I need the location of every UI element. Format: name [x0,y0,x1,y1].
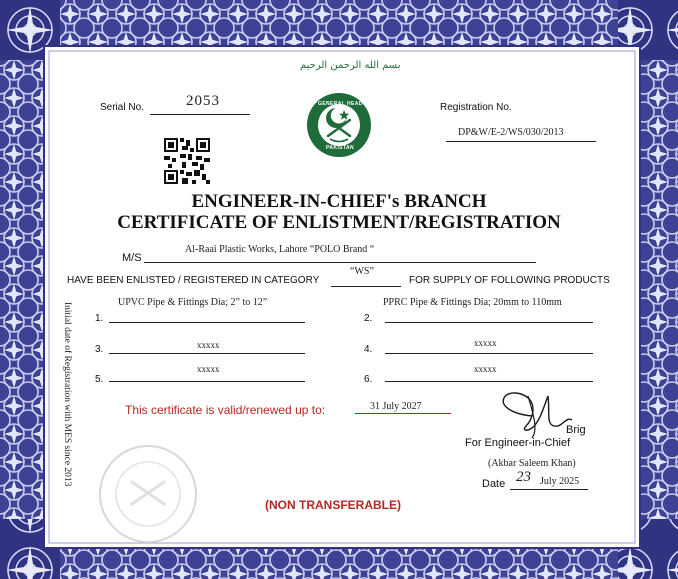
product-item: UPVC Pipe & Fittings Dia; 2” to 12” [118,297,268,308]
product-number: 5. [95,374,104,385]
product-item: PPRC Pipe & Fittings Dia; 20mm to 110mm [383,297,562,308]
product-underline [109,381,305,382]
initial-registration-note: Initial date of Registration with MES since 2013 [62,302,72,487]
product-underline [385,322,593,323]
validity-underline [355,413,451,414]
bismillah-calligraphy: بسم الله الرحمن الرحيم [300,60,401,71]
non-transferable-note: (NON TRANSFERABLE) [265,498,401,512]
firm-name: Al-Raai Plastic Works, Lahore “POLO Brand “ [185,244,375,255]
product-number: 2. [364,313,373,324]
signatory-name: (Akbar Saleem Khan) [488,458,576,469]
product-number: 4. [364,344,373,355]
ms-label: M/S [122,252,142,264]
product-number: 3. [95,344,104,355]
product-item: xxxxx [474,338,497,348]
registration-value: DP&W/E-2/WS/030/2013 [458,127,564,138]
validity-date: 31 July 2027 [370,401,422,412]
signed-date-value: July 2025 [540,476,580,487]
registration-underline [446,141,596,142]
signed-date-label: Date [482,478,506,490]
category-value: “WS” [350,266,374,277]
firm-underline [144,262,536,263]
serial-label: Serial No. [100,102,144,113]
product-number: 6. [364,374,373,385]
emblem-text-top: GENERAL HEADQUARTERS [318,101,394,107]
product-item: xxxxx [197,340,220,350]
serial-value: 2053 [186,93,220,109]
title-branch: ENGINEER-IN-CHIEF's BRANCH [191,191,487,212]
signed-date-day: 23 [516,469,531,485]
product-underline [109,353,305,354]
title-certificate: CERTIFICATE OF ENLISTMENT/REGISTRATION [117,212,561,233]
serial-underline [150,114,250,115]
qr-code [164,138,210,184]
signatory-rank: Brig [566,424,586,436]
product-underline [385,381,593,382]
product-underline [109,322,305,323]
category-suffix: FOR SUPPLY OF FOLLOWING PRODUCTS [409,275,610,286]
signatory-for: For Engineer-in-Chief [465,437,571,449]
category-prefix: HAVE BEEN ENLISTED / REGISTERED IN CATEGORY [67,275,320,286]
signed-date-underline [510,489,588,490]
emblem-text-bottom: PAKISTAN [326,145,355,151]
product-item: xxxxx [197,364,220,374]
category-underline [331,286,401,287]
product-number: 1. [95,313,104,324]
product-underline [385,353,593,354]
registration-label: Registration No. [440,102,512,113]
faint-seal [96,442,200,546]
product-item: xxxxx [474,364,497,374]
validity-label: This certificate is valid/renewed up to: [125,403,326,417]
